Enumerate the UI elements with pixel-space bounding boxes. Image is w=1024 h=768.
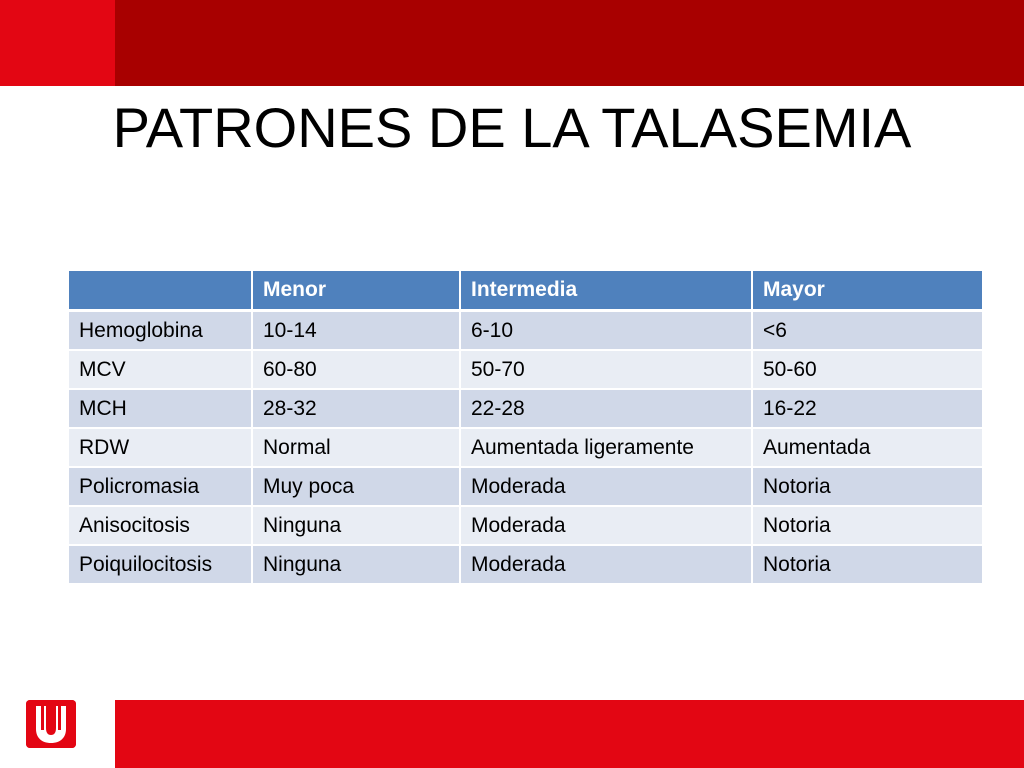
table-row: [69, 507, 982, 546]
header-cell-menor: Menor: [253, 271, 461, 312]
table-row: [69, 390, 982, 429]
table-cell: 50-60: [753, 351, 982, 390]
row-label: Poiquilocitosis: [69, 546, 253, 585]
table-cell: Ninguna: [253, 546, 461, 585]
table-cell: Moderada: [461, 507, 753, 546]
row-label: Anisocitosis: [69, 507, 253, 546]
table-cell: Ninguna: [253, 507, 461, 546]
table-cell: Normal: [253, 429, 461, 468]
table-cell: 50-70: [461, 351, 753, 390]
row-label: MCV: [69, 351, 253, 390]
university-u-logo-icon: [26, 700, 76, 748]
table-cell: 16-22: [753, 390, 982, 429]
thalassemia-patterns-table: [69, 271, 982, 585]
table-cell: 22-28: [461, 390, 753, 429]
top-accent-bar-left: [0, 0, 115, 86]
table-cell: Notoria: [753, 468, 982, 507]
table-cell: 60-80: [253, 351, 461, 390]
top-accent-bar-right: [115, 0, 1024, 86]
header-cell-intermedia: Intermedia: [461, 271, 753, 312]
table-cell: Moderada: [461, 468, 753, 507]
table-row: [69, 468, 982, 507]
header-cell-mayor: Mayor: [753, 271, 982, 312]
table-cell: Muy poca: [253, 468, 461, 507]
row-label: Hemoglobina: [69, 312, 253, 351]
row-label: MCH: [69, 390, 253, 429]
table-cell: Notoria: [753, 507, 982, 546]
table-cell: 28-32: [253, 390, 461, 429]
table-row: [69, 351, 982, 390]
header-cell-empty: [69, 271, 253, 312]
table-cell: 6-10: [461, 312, 753, 351]
bottom-accent-bar: [115, 700, 1024, 768]
table-header-row: [69, 271, 982, 312]
table-row: [69, 429, 982, 468]
table-row: [69, 546, 982, 585]
table-cell: Aumentada: [753, 429, 982, 468]
row-label: Policromasia: [69, 468, 253, 507]
table-cell: Moderada: [461, 546, 753, 585]
table-cell: <6: [753, 312, 982, 351]
slide-title: PATRONES DE LA TALASEMIA: [112, 96, 912, 159]
table-cell: Notoria: [753, 546, 982, 585]
table-row: [69, 312, 982, 351]
table-cell: Aumentada ligeramente: [461, 429, 753, 468]
table-cell: 10-14: [253, 312, 461, 351]
row-label: RDW: [69, 429, 253, 468]
